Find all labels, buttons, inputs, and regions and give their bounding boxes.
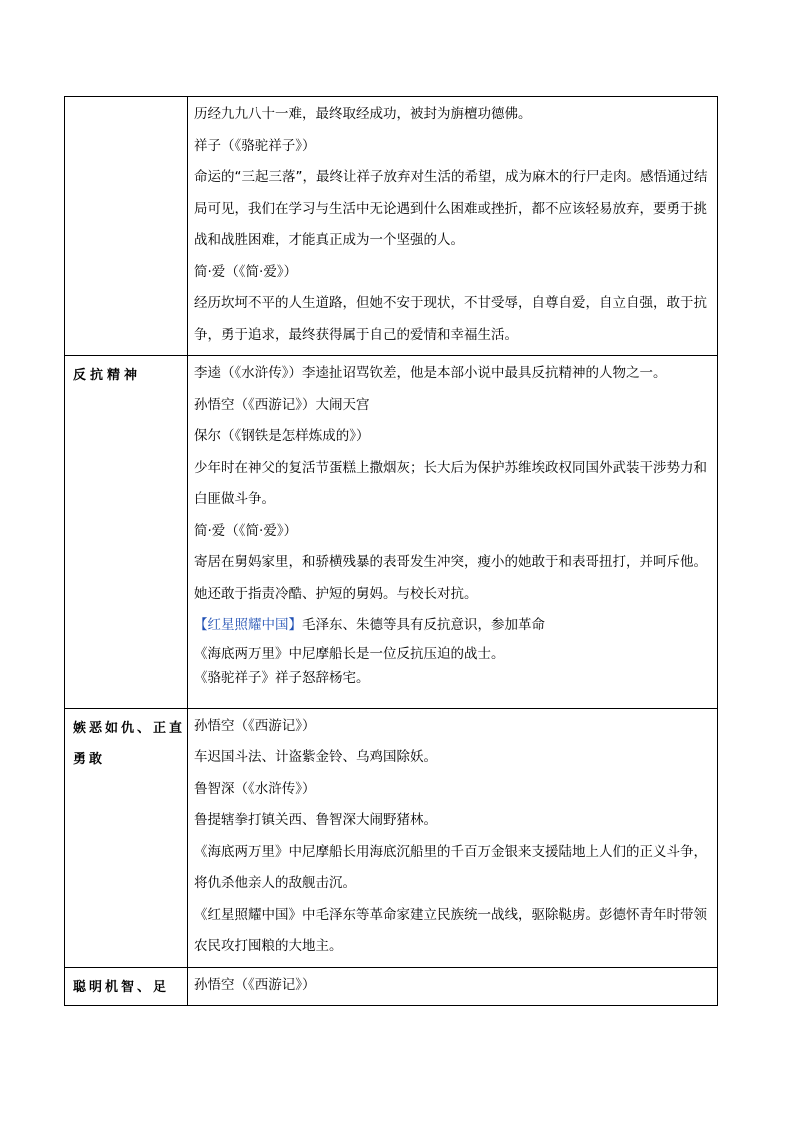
trait-label-cell xyxy=(65,97,188,356)
table-row xyxy=(65,356,718,709)
example-line: 鲁智深（《水浒传》） xyxy=(194,780,316,797)
table-row xyxy=(65,708,718,967)
example-line: 孙悟空（《西游记》） xyxy=(194,717,316,734)
example-line: 《红星照耀中国》中毛泽东等革命家建立民族统一战线，驱除鞑虏。彭德怀青年时带领农民攻打囤粮的大地主。 xyxy=(194,906,707,954)
table-row xyxy=(65,97,718,356)
example-line: 祥子（《骆驼祥子》） xyxy=(194,137,316,154)
example-line-highlighted xyxy=(194,610,713,642)
example-line: 《海底两万里》中尼摩船长是一位反抗压迫的战士。 xyxy=(194,645,505,662)
trait-label-cell xyxy=(65,356,188,709)
character-traits-table xyxy=(64,96,718,1006)
examples-cell xyxy=(188,356,718,709)
trait-label-cell xyxy=(65,967,188,1006)
examples-cell xyxy=(188,708,718,967)
trait-label: 嫉恶如仇、正直勇敢 xyxy=(73,720,186,767)
example-line: 李逵（《水浒传》）李逵扯诏骂钦差，他是本部小说中最具反抗精神的人物之一。 xyxy=(194,365,667,381)
example-line: 保尔（《钢铁是怎样炼成的》） xyxy=(194,428,370,444)
example-line: 少年时在神父的复活节蛋糕上撒烟灰；长大后为保护苏维埃政权同国外武装干涉势力和白匪做斗争。 xyxy=(194,459,707,507)
trait-label-cell xyxy=(65,708,188,967)
table-row xyxy=(65,967,718,1006)
example-line: 简·爱（《简·爱》） xyxy=(194,263,298,280)
highlight-rest: 毛泽东、朱德等具有反抗意识，参加革命 xyxy=(302,617,545,633)
examples-cell xyxy=(188,97,718,356)
example-line: 《海底两万里》中尼摩船长用海底沉船里的千百万金银来支援陆地上人们的正义斗争，将仇杀他亲人的敌舰击沉。 xyxy=(194,843,707,891)
example-line: 寄居在舅妈家里，和骄横残暴的表哥发生冲突，瘦小的她敢于和表哥扭打，并呵斥他。她还敢于指责冷酷、护短的舅妈。与校长对抗。 xyxy=(194,554,707,602)
trait-label: 聪明机智、足 xyxy=(73,979,170,995)
trait-label: 反抗精神 xyxy=(73,368,142,383)
example-line: 车迟国斗法、计盗紫金铃、乌鸡国除妖。 xyxy=(194,749,437,765)
example-line: 简·爱（《简·爱》） xyxy=(194,522,298,539)
example-line: 孙悟空（《西游记》） xyxy=(194,976,316,993)
example-line: 历经九九八十一难，最终取经成功，被封为旃檀功德佛。 xyxy=(194,106,532,122)
example-line: 经历坎坷不平的人生道路，但她不安于现状，不甘受辱，自尊自爱，自立自强，敢于抗争，勇于追求，最终获得属于自己的爱情和幸福生活。 xyxy=(194,295,707,343)
examples-cell xyxy=(188,967,718,1006)
trait-label xyxy=(65,97,187,101)
example-line: 鲁提辖拳打镇关西、鲁智深大闹野猪林。 xyxy=(194,812,437,828)
book-title-highlight: 【红星照耀中国】 xyxy=(194,617,302,633)
example-line: 命运的“三起三落”，最终让祥子放弃对生活的希望，成为麻木的行尸走肉。感悟通过结局可见，我们在学习与生活中无论遇到什么困难或挫折，都不应该轻易放弃，要勇于挑战和战胜困难，才能真正成为一个坚强的人。 xyxy=(194,169,708,248)
example-line: 《骆驼祥子》祥子怒辞杨宅。 xyxy=(194,669,370,686)
example-line: 孙悟空（《西游记》）大闹天宫 xyxy=(194,396,370,413)
